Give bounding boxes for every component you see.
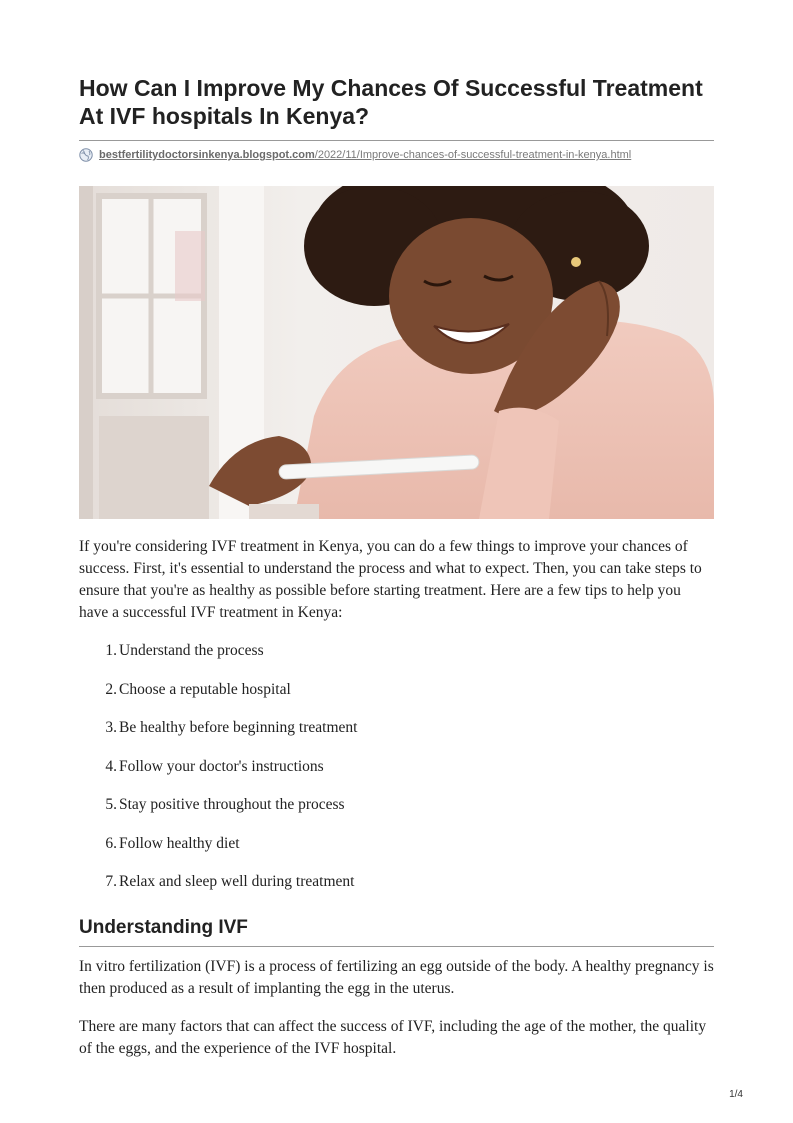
list-item-text: Understand the process [119,642,264,659]
list-item-number: 1. [105,642,117,659]
tips-list [79,640,714,910]
list-item [79,871,714,893]
hero-image [79,186,714,519]
list-item-text: Be healthy before beginning treatment [119,719,358,736]
list-item [79,640,714,662]
list-item [79,756,714,778]
list-item [79,794,714,816]
article-title: How Can I Improve My Chances Of Successful Treatment At IVF hospitals In Kenya? [79,75,703,129]
list-item-text: Relax and sleep well during treatment [119,873,355,890]
list-item-text: Follow your doctor's instructions [119,757,324,775]
list-item-number: 4. [105,757,117,775]
list-item [79,833,714,855]
intro-paragraph: If you're considering IVF treatment in Kenya, you can do a few things to improve your chances of success. First, it's essential to understand the process and what to expect. Then, you can take steps to ensure that you're as healthy as possible before starting treatment. Here are a few tips to help you have a successful IVF treatment in Kenya: [79,538,702,621]
list-item-text: Choose a reputable hospital [119,680,291,698]
list-item-text: Follow healthy diet [119,834,240,852]
list-item-text: Stay positive throughout the process [119,796,345,813]
source-path: /2022/11/Improve-chances-of-successful-treatment-in-kenya.html [314,149,632,161]
paragraph-ivf-factors: There are many factors that can affect the success of IVF, including the age of the mother, the quality of the eggs, and the experience of the IVF hospital. [79,1018,707,1057]
list-item [79,679,714,701]
section-divider [79,946,714,947]
woman-with-pregnancy-test-image [79,186,714,519]
list-item-number: 2. [105,680,117,698]
list-item-number: 5. [105,796,117,813]
list-item-number: 3. [105,719,117,736]
list-item-number: 6. [105,834,117,852]
paragraph-ivf-definition: In vitro fertilization (IVF) is a process of fertilizing an egg outside of the body. A healthy pregnancy is then produced as a result of implanting the egg in the uterus. [79,958,714,997]
page-number: 1/4 [729,1089,743,1100]
section-heading: Understanding IVF [79,917,248,938]
source-link-row [79,146,714,164]
source-url-link[interactable] [99,149,631,161]
source-domain: bestfertilitydoctorsinkenya.blogspot.com [99,149,315,161]
list-item [79,717,714,739]
title-divider [79,140,714,141]
list-item-number: 7. [105,873,117,890]
globe-icon [79,148,93,162]
